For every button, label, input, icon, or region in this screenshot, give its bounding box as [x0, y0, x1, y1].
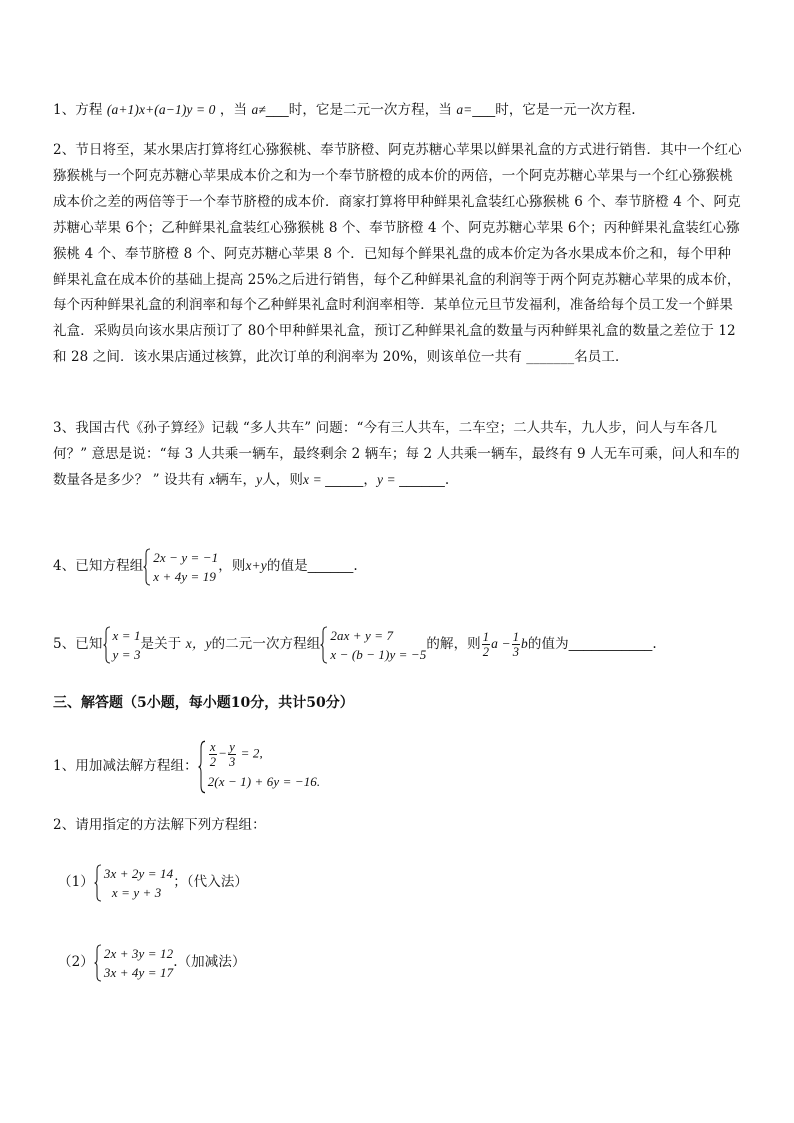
s2-p2-eq2: 3x + 4y = 17	[103, 964, 174, 980]
q5-frac2-num: 1	[512, 630, 520, 644]
q4-expr: x+y	[245, 558, 267, 573]
s2-p1-eq1: 3x + 2y = 14	[103, 865, 174, 881]
q5-frac2	[512, 630, 520, 659]
brace-icon	[198, 740, 206, 794]
s1-f2-den: 3	[228, 754, 236, 769]
q5-b: b	[521, 636, 528, 651]
s2-p2-method: .（加减法）	[173, 954, 246, 970]
s1-eq2: 2(x − 1) + 6y = −16.	[207, 773, 321, 789]
q3-number: 3、	[53, 420, 76, 436]
q5-vars: x，y	[185, 636, 212, 651]
solve-2-part-1	[58, 862, 748, 902]
solve-2	[53, 813, 743, 839]
q3-t1: 辆车，	[215, 472, 257, 489]
q1-mid1: ，当	[219, 102, 248, 118]
q5-number: 5、已知	[53, 636, 103, 652]
s2-number: 2、请用指定的方法解下列方程组：	[53, 817, 266, 833]
brace-icon	[143, 548, 151, 586]
brace-icon	[94, 944, 102, 982]
q5-solution	[103, 626, 141, 664]
s2-p2-system	[94, 944, 173, 982]
solve-1	[53, 738, 743, 794]
q5-a: a −	[491, 636, 511, 651]
q5-t4: 的值为	[527, 636, 569, 652]
q5-eq1: 2ax + y = 7	[330, 627, 394, 643]
q4-eq2: x + 4y = 19	[153, 568, 216, 584]
q5-t3: 的解，则	[426, 636, 481, 652]
q4-number: 4、已知方程组	[53, 558, 144, 574]
q1-blank2[interactable]: ___	[472, 102, 496, 117]
q3-sep: ，	[363, 472, 377, 489]
q5-frac1	[482, 630, 490, 659]
s2-p1-system	[94, 864, 173, 902]
s1-minus: −	[218, 744, 227, 760]
q3-text: 我国古代《孙子算经》记载 “多人共车” 问题：“今有三人共车，二车空；二人共车，九人步，问人与车各几何？” 意思是说：“每 3 人共乘一辆车，最终剩余 2 辆车；每 2 人共乘一辆车，最终有 9 人无车可乘，问人和车的数量各是多少？ ” 设共有	[53, 420, 740, 489]
question-3	[53, 416, 743, 494]
q5-system	[320, 626, 426, 664]
q5-t2: 的二元一次方程组	[211, 636, 321, 652]
brace-icon	[94, 864, 102, 902]
q2-text: 节日将至，某水果店打算将红心猕猴桃、奉节脐橙、阿克苏糖心苹果以鲜果礼盒的方式进行销售．其中一个红心猕猴桃与一个阿克苏糖心苹果成本价之和为一个奉节脐橙的成本价的两倍，一个阿克苏糖心苹果与一个红心猕猴桃成本价之差的两倍等于一个奉节脐橙的成本价．商家打算将甲种鲜果礼盒装红心猕猴桃 6 个、奉节脐橙 4 个、阿克苏糖心苹果 6个；乙种鲜果礼盒装红心猕猴桃 8 个、奉节脐橙 4 个、阿克苏糖心苹果 6个；丙种鲜果礼盒装红心猕猴桃 4 个、奉节脐橙 8 个、阿克苏糖心苹果 8 个．已知每个鲜果礼盘的成本价定为各水果成本价之和，每个甲种鲜果礼盒在成本价的基础上提高 25%之后进行销售，每个乙种鲜果礼盒的利润等于两个阿克苏糖心苹果的成本价，每个丙种鲜果礼盒的利润率和每个乙种鲜果礼盒时利润率相等．某单位元旦节发福利，准备给每个员工发一个鲜果礼盒．采购员向该水果店预订了 80个甲种鲜果礼盒，预订乙种鲜果礼盒的数量与丙种鲜果礼盒的数量之差位于 12 和 28 之间．该水果店通过核算，此次订单的利润率为 20%，则该单位一共有 _______名员工．	[53, 142, 742, 366]
s2-p1-label: （1）	[58, 874, 94, 890]
q1-blank1[interactable]: ___	[265, 102, 289, 117]
q4-blank[interactable]: ______	[307, 558, 354, 573]
question-2	[53, 138, 743, 371]
q5-period: .	[652, 636, 657, 652]
brace-icon	[320, 626, 328, 664]
s1-f1-num: x	[210, 739, 216, 754]
q4-period: .	[353, 558, 358, 574]
q5-blank[interactable]: ___________	[568, 636, 653, 651]
question-4	[53, 546, 743, 586]
s1-f1-den: 2	[209, 754, 217, 769]
q4-end: 的值是	[266, 558, 308, 574]
s1-system	[198, 740, 321, 794]
q4-eq1: 2x − y = −1	[153, 549, 219, 565]
s2-p2-label: （2）	[58, 954, 94, 970]
q1-cond2: a=	[456, 102, 473, 117]
question-5	[53, 622, 753, 666]
q2-number: 2、	[53, 142, 76, 158]
q3-blank-y[interactable]: ______	[399, 472, 445, 488]
q1-number: 1、方程	[53, 102, 103, 118]
q1-equation: (a+1)x+(a−1)y = 0	[106, 102, 216, 117]
section-3-heading: 三、解答题（5小题，每小题10分，共计50分）	[53, 695, 354, 711]
s2-p2-eq1: 2x + 3y = 12	[103, 945, 174, 961]
q3-var-x: x	[209, 472, 216, 488]
q1-cond1: a≠	[251, 102, 266, 117]
q3-var-y: y	[256, 472, 263, 488]
solve-2-part-2	[58, 942, 748, 982]
q5-sol2: y = 3	[112, 646, 141, 662]
brace-icon	[103, 626, 111, 664]
s2-p1-method: ；（代入法）	[173, 874, 249, 890]
s2-p1-eq2: x = y + 3	[111, 884, 162, 900]
q4-mid: ，则	[218, 558, 246, 574]
q5-sol1: x = 1	[112, 627, 141, 643]
s1-frac1	[209, 740, 217, 769]
q5-frac2-den: 3	[512, 645, 520, 659]
q3-ans-x: x =	[303, 472, 326, 488]
q3-blank-x[interactable]: _____	[325, 472, 364, 488]
q3-t2: 人，则	[262, 472, 304, 489]
q3-end: .	[444, 472, 450, 489]
q5-frac1-den: 2	[482, 645, 490, 659]
q1-mid2: 时，它是二元一次方程，当	[288, 102, 452, 118]
s1-f2-num: y	[229, 739, 235, 754]
q1-end: 时，它是一元一次方程.	[495, 102, 636, 118]
s1-eq1	[208, 740, 321, 769]
q5-frac1-num: 1	[482, 630, 490, 644]
q5-eq2: x − (b − 1)y = −5	[330, 646, 427, 662]
s1-number: 1、用加减法解方程组：	[53, 758, 198, 774]
q3-ans-y: y =	[376, 472, 400, 488]
question-1	[53, 97, 743, 124]
s1-eq1-rest: = 2,	[240, 744, 263, 760]
s1-frac2	[228, 740, 236, 769]
q5-t1: 是关于	[140, 636, 182, 652]
q4-system	[143, 548, 218, 586]
